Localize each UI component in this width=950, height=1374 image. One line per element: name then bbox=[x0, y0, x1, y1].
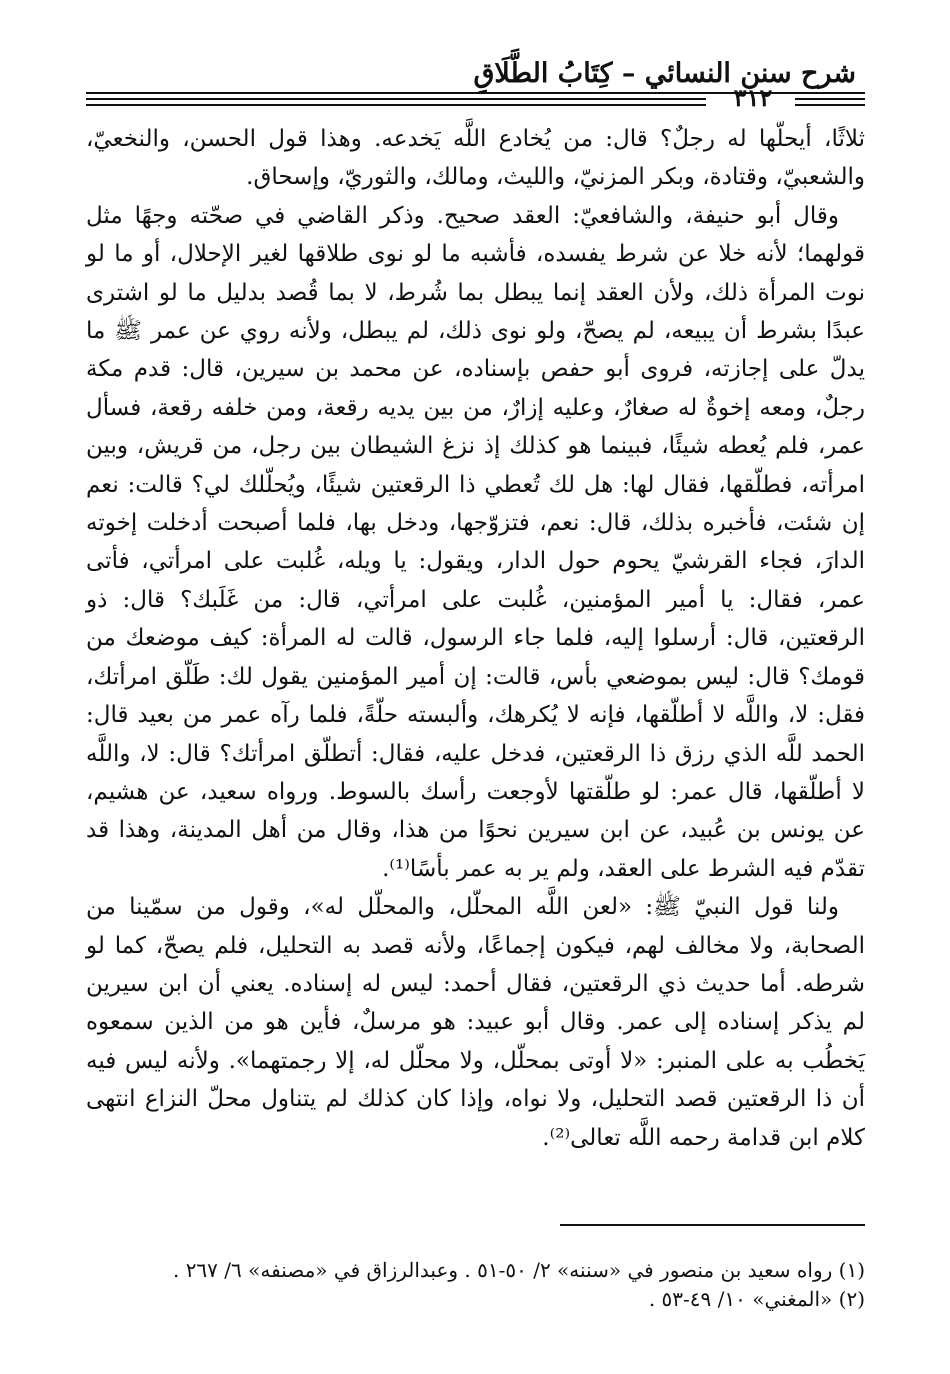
header-rule-left bbox=[86, 98, 706, 100]
paragraph-1: ثلاثًا، أيحلّها له رجلٌ؟ قال: من يُخادع اللَّه يَخدعه. وهذا قول الحسن، والنخعيّ، والشعبيّ، وقتادة، وبكر المزنيّ، والليث، ومالك، والثوريّ، وإسحاق. bbox=[86, 126, 865, 191]
header-rule-right bbox=[795, 98, 865, 100]
footnote-separator bbox=[560, 1224, 865, 1226]
running-header-title: شرح سنن النسائي – كِتَابُ الطَّلَاقِ bbox=[473, 58, 856, 89]
page-number: ٣١٢ bbox=[733, 83, 773, 112]
paragraph-2: وقال أبو حنيفة، والشافعيّ: العقد صحيح. وذكر القاضي في صحّته وجهًا مثل قولهما؛ لأنه خلا عن شرط يفسده، فأشبه ما لو نوى طلاقها لغير الإحلال، أو ما لو نوت المرأة ذلك، ولأن العقد إنما يبطل بما شُرط، لا بما قُصد بدليل ما لو اشترى عبدًا بشرط أن يبيعه، لم يصحّ، ولو نوى ذلك، لم يبطل، ولأنه روي عن عمر ﷺ ما يدلّ على إجازته، فروى أبو حفص بإسناده، عن محمد بن سيرين، قال: قدم مكة رجلٌ، ومعه إخوةٌ له صغارٌ، وعليه إزارٌ، من بين يديه رقعة، ومن خلفه رقعة، فسأل عمر، فلم يُعطه شيئًا، فبينما هو كذلك إذ نزغ الشيطان بين رجل، من قريش، وبين امرأته، فطلّقها، فقال لها: هل لك تُعطي ذا الرقعتين شيئًا، ويُحلّلك لي؟ قالت: نعم إن شئت، فأخبره بذلك، قال: نعم، فتزوّجها، ودخل بها، فلما أصبحت أدخلت إخوته الدارَ، فجاء القرشيّ يحوم حول الدار، ويقول: يا ويله، غُلبت على امرأتي، فأتى عمر، فقال: يا أمير المؤمنين، غُلبت على امرأتي، قال: من غَلَبك؟ قال: ذو الرقعتين، قال: أرسلوا إليه، فلما جاء الرسول، قالت له المرأة: كيف موضعك من قومك؟ قال: ليس بموضعي بأس، قالت: إن أمير المؤمنين يقول لك: طَلّق امرأتك، فقل: لا، واللَّه لا أطلّقها، فإنه لا يُكرهك، وألبسته حلّةً، فلما رآه عمر من بعيد قال: الحمد للَّه الذي رزق ذا الرقعتين، فدخل عليه، فقال: أتطلّق امرأتك؟ قال: لا، واللَّه لا أطلّقها، قال عمر: لو طلّقتها لأوجعت رأسك بالسوط. ورواه سعيد، عن هشيم، عن يونس بن عُبيد، عن ابن سيرين نحوًا من هذا، وقال من أهل المدينة، وهذا قد تقدّم فيه الشرط على العقد، ولم ير به عمر بأسًا⁽¹⁾. bbox=[86, 202, 865, 882]
paragraph-3: ولنا قول النبيّ ﷺ: «لعن اللَّه المحلّل، والمحلّل له»، وقول من سمّينا من الصحابة، ولا مخالف لهم، فيكون إجماعًا، ولأنه قصد به التحليل، فلم يصحّ، كما لو شرطه. أما حديث ذي الرقعتين، فقال أحمد: ليس له إسناده. يعني أن ابن سيرين لم يذكر إسناده إلى عمر. وقال أبو عبيد: هو مرسلٌ، فأين هو من الذين سمعوه يَخطُب به على المنبر: «لا أوتى بمحلّل، ولا محلّل له، إلا رجمتهما». ولأنه ليس فيه أن ذا الرقعتين قصد التحليل، ولا نواه، وإذا كان كذلك لم يتناول محلّ النزاع انتهى كلام ابن قدامة رحمه اللَّه تعالى⁽²⁾. bbox=[86, 894, 865, 1151]
header-rule-right-lower bbox=[795, 104, 865, 106]
footnote-1: (١) رواه سعيد بن منصور في «سننه» ٢/ ٥٠-٥١ . وعبدالرزاق في «مصنفه» ٦/ ٢٦٧ . bbox=[172, 1258, 865, 1282]
footnotes bbox=[86, 1256, 865, 1314]
main-text bbox=[86, 120, 865, 1157]
header-rule-left-lower bbox=[86, 104, 706, 106]
footnote-2: (٢) «المغني» ١٠/ ٤٩-٥٣ . bbox=[648, 1287, 865, 1311]
